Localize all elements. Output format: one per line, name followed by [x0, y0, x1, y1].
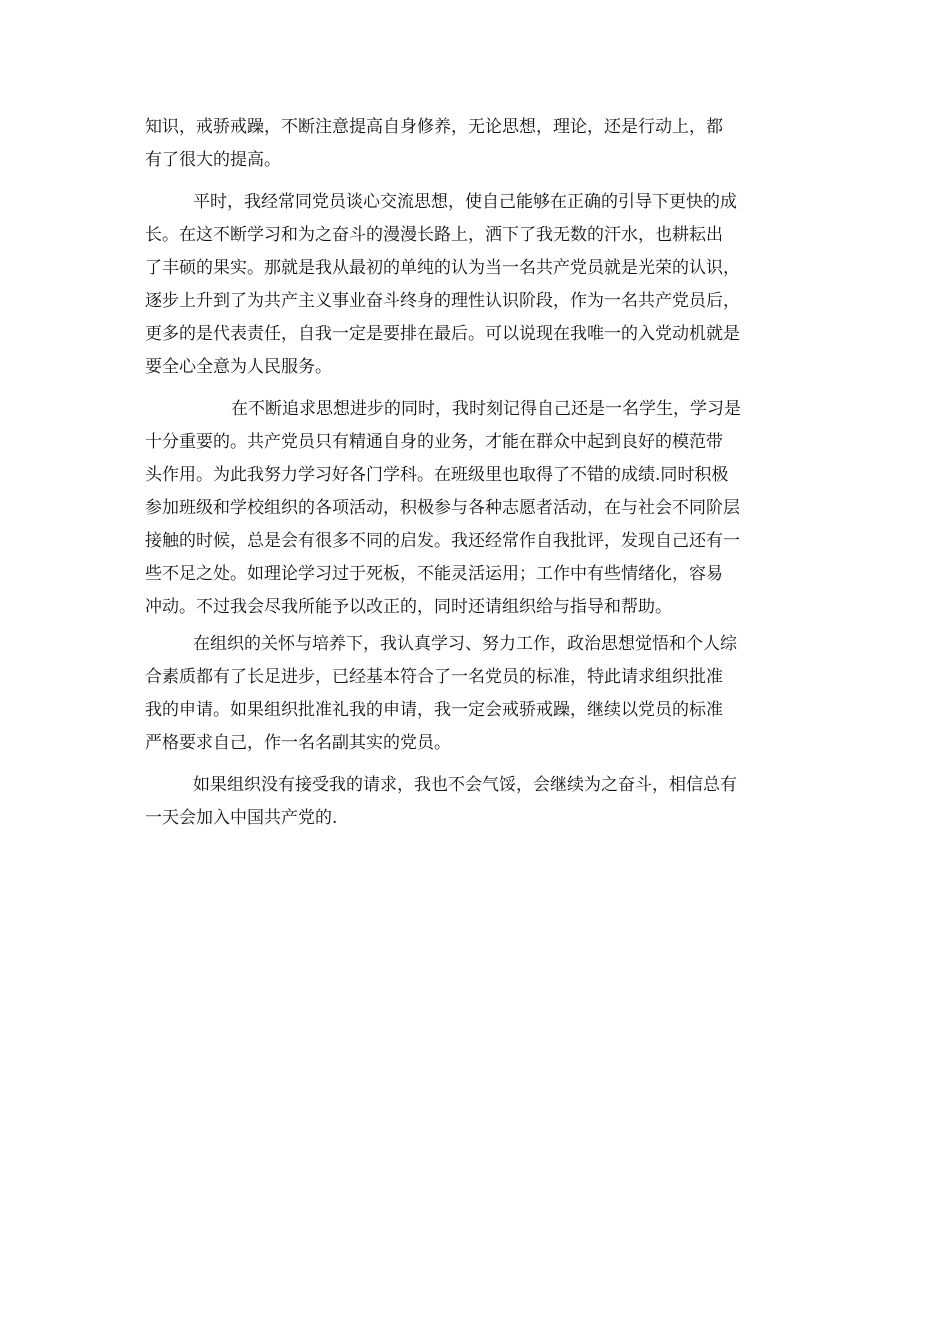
text-line: [0, 491, 950, 525]
text-line: [0, 557, 950, 591]
line-text: 十分重要的。共产党员只有精通自身的业务，才能在群众中起到良好的模范带: [145, 432, 723, 452]
line-text: 一天会加入中国共产党的.: [145, 808, 338, 828]
text-line: [0, 284, 950, 318]
line-text: 我的申请。如果组织批准礼我的申请，我一定会戒骄戒躁，继续以党员的标准: [145, 700, 723, 720]
line-text: 头作用。为此我努力学习好各门学科。在班级里也取得了不错的成绩.同时积极: [145, 465, 729, 485]
text-line: [0, 317, 950, 351]
text-line: [0, 524, 950, 558]
text-line: [0, 425, 950, 459]
line-text: 如果组织没有接受我的请求，我也不会气馁，会继续为之奋斗，相信总有: [193, 775, 737, 795]
text-line: [0, 660, 950, 694]
line-text: 平时，我经常同党员谈心交流思想，使自己能够在正确的引导下更快的成: [193, 192, 737, 212]
text-line: [0, 185, 950, 219]
text-line: [0, 768, 950, 802]
text-line: [0, 693, 950, 727]
text-line: [0, 726, 950, 760]
line-text: 更多的是代表责任，自我一定是要排在最后。可以说现在我唯一的入党动机就是: [145, 324, 740, 344]
line-text: 些不足之处。如理论学习过于死板，不能灵活运用；工作中有些情绪化，容易: [145, 564, 723, 584]
line-text: 在组织的关怀与培养下，我认真学习、努力工作，政治思想觉悟和个人综: [193, 634, 737, 654]
line-text: 逐步上升到了为共产主义事业奋斗终身的理性认识阶段，作为一名共产党员后，: [145, 291, 740, 311]
line-text: 了丰硕的果实。那就是我从最初的单纯的认为当一名共产党员就是光荣的认识，: [145, 258, 740, 278]
text-line: [0, 627, 950, 661]
text-line: [0, 218, 950, 252]
line-text: 合素质都有了长足进步，已经基本符合了一名党员的标准，特此请求组织批准: [145, 667, 723, 687]
line-text: 在不断追求思想进步的同时，我时刻记得自己还是一名学生，学习是: [231, 399, 741, 419]
text-line: [0, 143, 950, 177]
text-line: [0, 458, 950, 492]
line-text: 长。在这不断学习和为之奋斗的漫漫长路上，洒下了我无数的汗水，也耕耘出: [145, 225, 723, 245]
line-text: 知识，戒骄戒躁，不断注意提高自身修养，无论思想，理论，还是行动上，都: [145, 117, 723, 137]
line-text: 有了很大的提高。: [145, 150, 281, 170]
line-text: 接触的时候，总是会有很多不同的启发。我还经常作自我批评，发现自己还有一: [145, 531, 740, 551]
line-text: 严格要求自己，作一名名副其实的党员。: [145, 733, 451, 753]
text-line: [0, 251, 950, 285]
text-line: [0, 801, 950, 835]
text-line: [0, 110, 950, 144]
text-line: [0, 350, 950, 384]
line-text: 参加班级和学校组织的各项活动，积极参与各种志愿者活动，在与社会不同阶层: [145, 498, 740, 518]
line-text: 冲动。不过我会尽我所能予以改正的，同时还请组织给与指导和帮助。: [145, 597, 672, 617]
text-line: [0, 590, 950, 624]
text-line: [0, 392, 950, 426]
line-text: 要全心全意为人民服务。: [145, 357, 332, 377]
